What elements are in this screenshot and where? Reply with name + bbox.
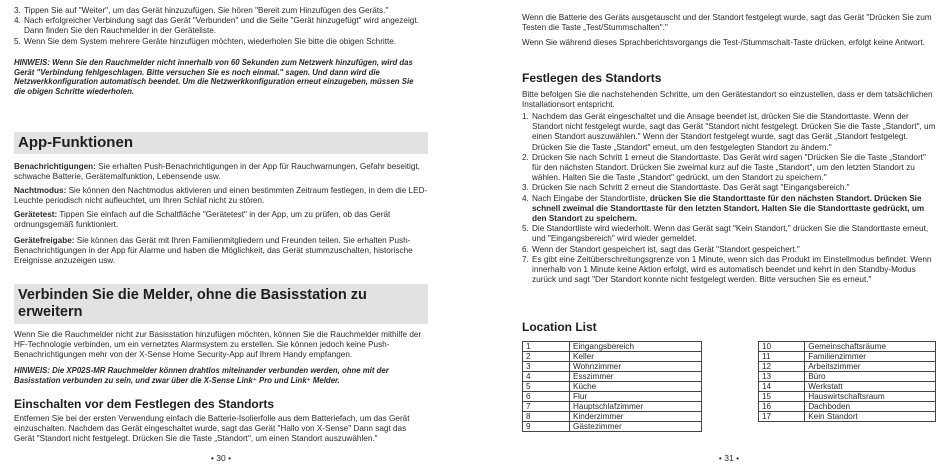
location-number: 13 [759, 372, 805, 382]
location-name: Wohnzimmer [570, 362, 702, 372]
list-item: 4. Nach erfolgreicher Verbindung sagt das Gerät "Verbunden" und die Seite "Gerät hinzugefügt" wird angezeigt. Dann finden Sie den Rauchmelder in der Geräteliste. [14, 16, 419, 36]
section-title-app-functions: App-Funktionen [14, 132, 428, 154]
page-number: • 30 • [210, 453, 232, 463]
location-number: 5 [523, 382, 570, 392]
table-row [523, 382, 702, 392]
table-row [523, 412, 702, 422]
location-name: Familienzimmer [805, 352, 936, 362]
table-row [759, 352, 936, 362]
table-row [523, 392, 702, 402]
hint-link: HINWEIS: Die XP02S-MR Rauchmelder können drahtlos miteinander verbunden werden, ohne mit der Basisstation verbunden zu sein, und zwar über die X-Sense Link⁺ Pro und Link⁺ Melder. [14, 366, 389, 385]
table-row [523, 372, 702, 382]
location-name: Eingangsbereich [570, 342, 702, 352]
table-row [759, 382, 936, 392]
list-item: 4. Nach Eingabe der Standortliste, drücken Sie die Standorttaste für den nächsten Standort. Drücken Sie schnell zweimal die Standorttaste für den letzten Standort. Halten Sie die Standorttaste gedrückt, um den Standort zu speichern. [522, 193, 925, 224]
location-name: Gemeinschaftsräume [805, 342, 936, 352]
location-number: 11 [759, 352, 805, 362]
connect-text: Wenn Sie die Rauchmelder nicht zur Basisstation hinzufügen möchten, können Sie die Rauchmelder mithilfe der HF-Technologie verbinden, um ein vernetztes Alarmsystem zu erstellen. Sie können jedoch keine Push-Benachrichtigungen mehr von der X-Sense Home Security-App auf Ihrem Handy empfangen. [14, 330, 422, 360]
table-row [759, 402, 936, 412]
location-name: Arbeitszimmer [805, 362, 936, 372]
list-item: 5. Die Standortliste wird wiederholt. Wenn das Gerät sagt "Kein Standort," drücken Sie die Standorttaste erneut, und "Eingangsbereich" wird wieder gemeldet. [522, 224, 929, 244]
table-row [759, 342, 936, 352]
location-number: 12 [759, 362, 805, 372]
location-steps [522, 112, 936, 285]
location-name: Esszimmer [570, 372, 702, 382]
location-number: 4 [523, 372, 570, 382]
table-row [523, 402, 702, 412]
location-name: Büro [805, 372, 936, 382]
location-name: Hauptschlafzimmer [570, 402, 702, 412]
table-row [523, 352, 702, 362]
section-title-power-on: Einschalten vor dem Festlegen des Standorts [14, 397, 275, 411]
location-name: Kein Standort [805, 412, 936, 422]
table-row [523, 362, 702, 372]
list-item: 3. Drücken Sie nach Schritt 2 erneut die Standorttaste. Das Gerät sagt "Eingangsbereich." [522, 183, 850, 193]
location-number: 2 [523, 352, 570, 362]
location-number: 10 [759, 342, 805, 352]
location-name: Kinderzimmer [570, 412, 702, 422]
location-number: 8 [523, 412, 570, 422]
location-name: Hauswirtschaftsraum [805, 392, 936, 402]
table-row [759, 412, 936, 422]
location-number: 3 [523, 362, 570, 372]
list-item: 6. Wenn der Standort gespeichert ist, sagt das Gerät "Standort gespeichert." [522, 244, 800, 254]
table-row [759, 392, 936, 402]
feature-night-mode: Nachtmodus: Sie können den Nachtmodus aktivieren und einen bestimmten Zeitraum festlegen, in dem die LED-Leuchte periodisch nicht aufleuchtet, um Ihren Schlaf nicht zu stören. [14, 186, 428, 206]
feature-notifications: Benachrichtigungen: Sie erhalten Push-Benachrichtigungen in der App für Rauchwarnungen, Gefahr beseitigt, schwache Batterie, Gerätemalfunktion, Lebensende usw. [14, 162, 420, 182]
location-number: 15 [759, 392, 805, 402]
location-number: 16 [759, 402, 805, 412]
list-item: 5. Wenn Sie dem System mehrere Geräte hinzufügen möchten, wiederholen Sie bitte die obigen Schritte. [14, 36, 397, 46]
location-number: 9 [523, 422, 570, 432]
page-number: • 31 • [718, 453, 740, 463]
section-title-connect: Verbinden Sie die Melder, ohne die Basisstation zu erweitern [14, 284, 428, 324]
location-list-title: Location List [522, 320, 597, 334]
hint-network: HINWEIS: Wenn Sie den Rauchmelder nicht innerhalb von 60 Sekunden zum Netzwerk hinzufügen, wird das Gerät "Verbindung fehlgeschlagen. Bitte versuchen Sie es noch einmal." sagen. Und dann wird die Netzwerkkonfiguration automatisch beendet. Um die Netzwerkkonfiguration erneut einzugeben, müssen Sie die obigen Schritte wiederholen. [14, 58, 414, 96]
location-table-left [522, 341, 702, 432]
section-title-set-location: Festlegen des Standorts [522, 71, 662, 85]
table-row [759, 372, 936, 382]
table-row [523, 422, 702, 432]
location-name: Keller [570, 352, 702, 362]
location-name: Flur [570, 392, 702, 402]
location-number: 14 [759, 382, 805, 392]
location-name: Dachboden [805, 402, 936, 412]
left-page [14, 0, 428, 467]
list-item: 1. Nachdem das Gerät eingeschaltet und die Ansage beendet ist, drücken Sie die Standorttaste. Wenn der Standort nicht festgelegt wurde, sagt das Gerät "Standort nicht festgelegt. Drücken Sie die Taste „Standort", um einen Standort auszuwählen." Wenn der Standort festgelegt wurde, sagt das Gerät „Standort festgelegt. Drücken Sie die Taste „Standort" erneut, um den festgelegten Standort zu ändern." [522, 112, 936, 152]
location-name: Gästezimmer [570, 422, 702, 432]
feature-device-sharing: Gerätefreigabe: Sie können das Gerät mit Ihren Familienmitgliedern und Freunden teilen. Sie erhalten Push-Benachrichtigungen in der App für Alarme und haben die Möglichkeit, das Gerät stummzuschalten, historische Ereignisse anzuzeigen usw. [14, 236, 413, 266]
battery-intro-2: Wenn Sie während dieses Sprachberichtsvorgangs die Test-/Stummschalt-Taste drücken, erfolgt keine Antwort. [522, 38, 925, 47]
location-number: 6 [523, 392, 570, 402]
power-on-text: Entfernen Sie bei der ersten Verwendung einfach die Batterie-Isolierfolie aus dem Batteriefach, um das Gerät einzuschalten. Nachdem das Gerät eingeschaltet wurde, sagt das Gerät "Hallo von X-Sense" Dann sagt das Gerät "Standort nicht festgelegt. Drücken Sie die Taste „Standort", um einen Standort auszuwählen." [14, 414, 410, 444]
table-row [759, 362, 936, 372]
left-steps [14, 6, 424, 47]
feature-device-test: Gerätetest: Tippen Sie einfach auf die Schaltfläche "Gerätetest" in der App, um zu prüfen, ob das Gerät ordnungsgemäß funktioniert. [14, 210, 391, 230]
battery-intro: Wenn die Batterie des Geräts ausgetauscht und der Standort festgelegt wurde, sagt das Gerät "Drücken Sie zum Testen die Taste „Test/Stummschalten"." [522, 13, 932, 33]
location-name: Küche [570, 382, 702, 392]
location-name: Werkstatt [805, 382, 936, 392]
list-item: 7. Es gibt eine Zeitüberschreitungsgrenze von 1 Minute, wenn sich das Produkt im Einstellmodus befindet. Wenn innerhalb von 1 Minute keine Aktion erfolgt, wird es automatisch beendet und kehrt in den Standby-Modus zurück und sagt "Der Standort konnte nicht festgelegt werden. Bitte versuchen Sie es erneut." [522, 254, 932, 285]
table-row [523, 342, 702, 352]
location-number: 1 [523, 342, 570, 352]
list-item: 3. Tippen Sie auf "Weiter", um das Gerät hinzuzufügen. Sie hören "Bereit zum Hinzufügen des Geräts." [14, 6, 389, 15]
location-number: 17 [759, 412, 805, 422]
location-table-right [758, 341, 936, 422]
right-page [522, 0, 936, 467]
set-location-lead: Bitte befolgen Sie die nachstehenden Schritte, um den Gerätestandort so einzustellen, dass er dem tatsächlichen Installationsort entspricht. [522, 90, 933, 110]
location-number: 7 [523, 402, 570, 412]
list-item: 2. Drücken Sie nach Schritt 1 erneut die Standorttaste. Das Gerät wird sagen "Drücken Sie die Taste „Standort" für den nächsten Standort. Drücken Sie zweimal kurz auf die Taste „Standort", um den letzten Standort zu wählen. Halten Sie die Taste „Standort" gedrückt, um den Standort zu speichern." [522, 152, 926, 183]
